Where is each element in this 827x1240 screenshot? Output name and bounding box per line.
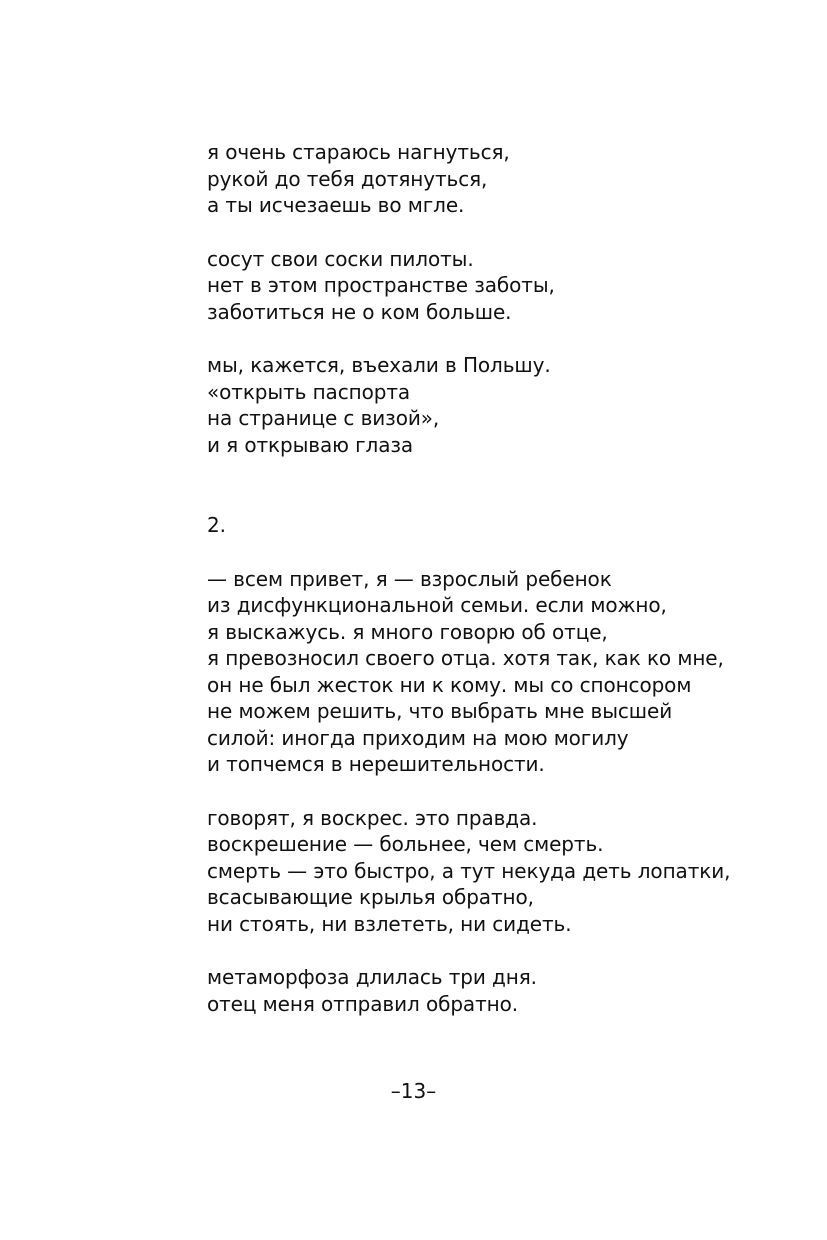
stanza bbox=[207, 246, 767, 326]
page-number: –13– bbox=[390, 1079, 437, 1103]
poem-line: я выскажусь. я много говорю об отце, bbox=[207, 619, 608, 644]
stanza bbox=[207, 964, 767, 1017]
poem-line: и топчемся в нерешительности. bbox=[207, 752, 545, 776]
poem-line: — всем привет, я — взрослый ребенок bbox=[207, 566, 612, 591]
stanza-break bbox=[207, 778, 767, 805]
poem-line: говорят, я воскрес. это правда. bbox=[207, 805, 538, 830]
poem-line: из дисфункциональной семьи. если можно, bbox=[207, 593, 667, 617]
poem-line: он не был жесток ни к кому. мы со спонсором bbox=[207, 672, 692, 697]
poem-text bbox=[207, 139, 767, 1017]
poem-line: мы, кажется, въехали в Польшу. bbox=[207, 353, 551, 377]
stanza-break bbox=[207, 539, 767, 566]
poem-line: а ты исчезаешь во мгле. bbox=[207, 193, 465, 217]
poem-line: сосут свои соски пилоты. bbox=[207, 246, 474, 271]
poem-line: «открыть паспорта bbox=[207, 379, 411, 404]
poem-line: не можем решить, что выбрать мне высшей bbox=[207, 699, 673, 723]
poem-line: рукой до тебя дотянуться, bbox=[207, 166, 488, 191]
section-break bbox=[207, 458, 767, 512]
poem-line: я превозносил своего отца. хотя так, как ко мне, bbox=[207, 646, 724, 670]
stanza bbox=[207, 139, 767, 219]
poem-line: отец меня отправил обратно. bbox=[207, 991, 519, 1016]
stanza bbox=[207, 566, 767, 778]
poem-line: воскрешение — больнее, чем смерть. bbox=[207, 832, 604, 856]
poem-line: нет в этом пространстве заботы, bbox=[207, 273, 555, 297]
stanza-break bbox=[207, 219, 767, 246]
poem-line: на странице с визой», bbox=[207, 406, 440, 430]
poem-line: и я открываю глаза bbox=[207, 432, 414, 457]
poem-line: всасывающие крылья обратно, bbox=[207, 885, 534, 909]
poem-line: силой: иногда приходим на мою могилу bbox=[207, 725, 629, 750]
poem-line: смерть — это быстро, а тут некуда деть лопатки, bbox=[207, 858, 731, 883]
section-number: 2. bbox=[207, 513, 226, 537]
poem-line: я очень стараюсь нагнуться, bbox=[207, 140, 510, 164]
stanza bbox=[207, 805, 767, 938]
stanza-break bbox=[207, 937, 767, 964]
poem-line: ни стоять, ни взлететь, ни сидеть. bbox=[207, 911, 572, 936]
poem-line: метаморфоза длилась три дня. bbox=[207, 965, 537, 989]
stanza bbox=[207, 352, 767, 458]
poem-line: заботиться не о ком больше. bbox=[207, 299, 512, 324]
stanza-break bbox=[207, 325, 767, 352]
